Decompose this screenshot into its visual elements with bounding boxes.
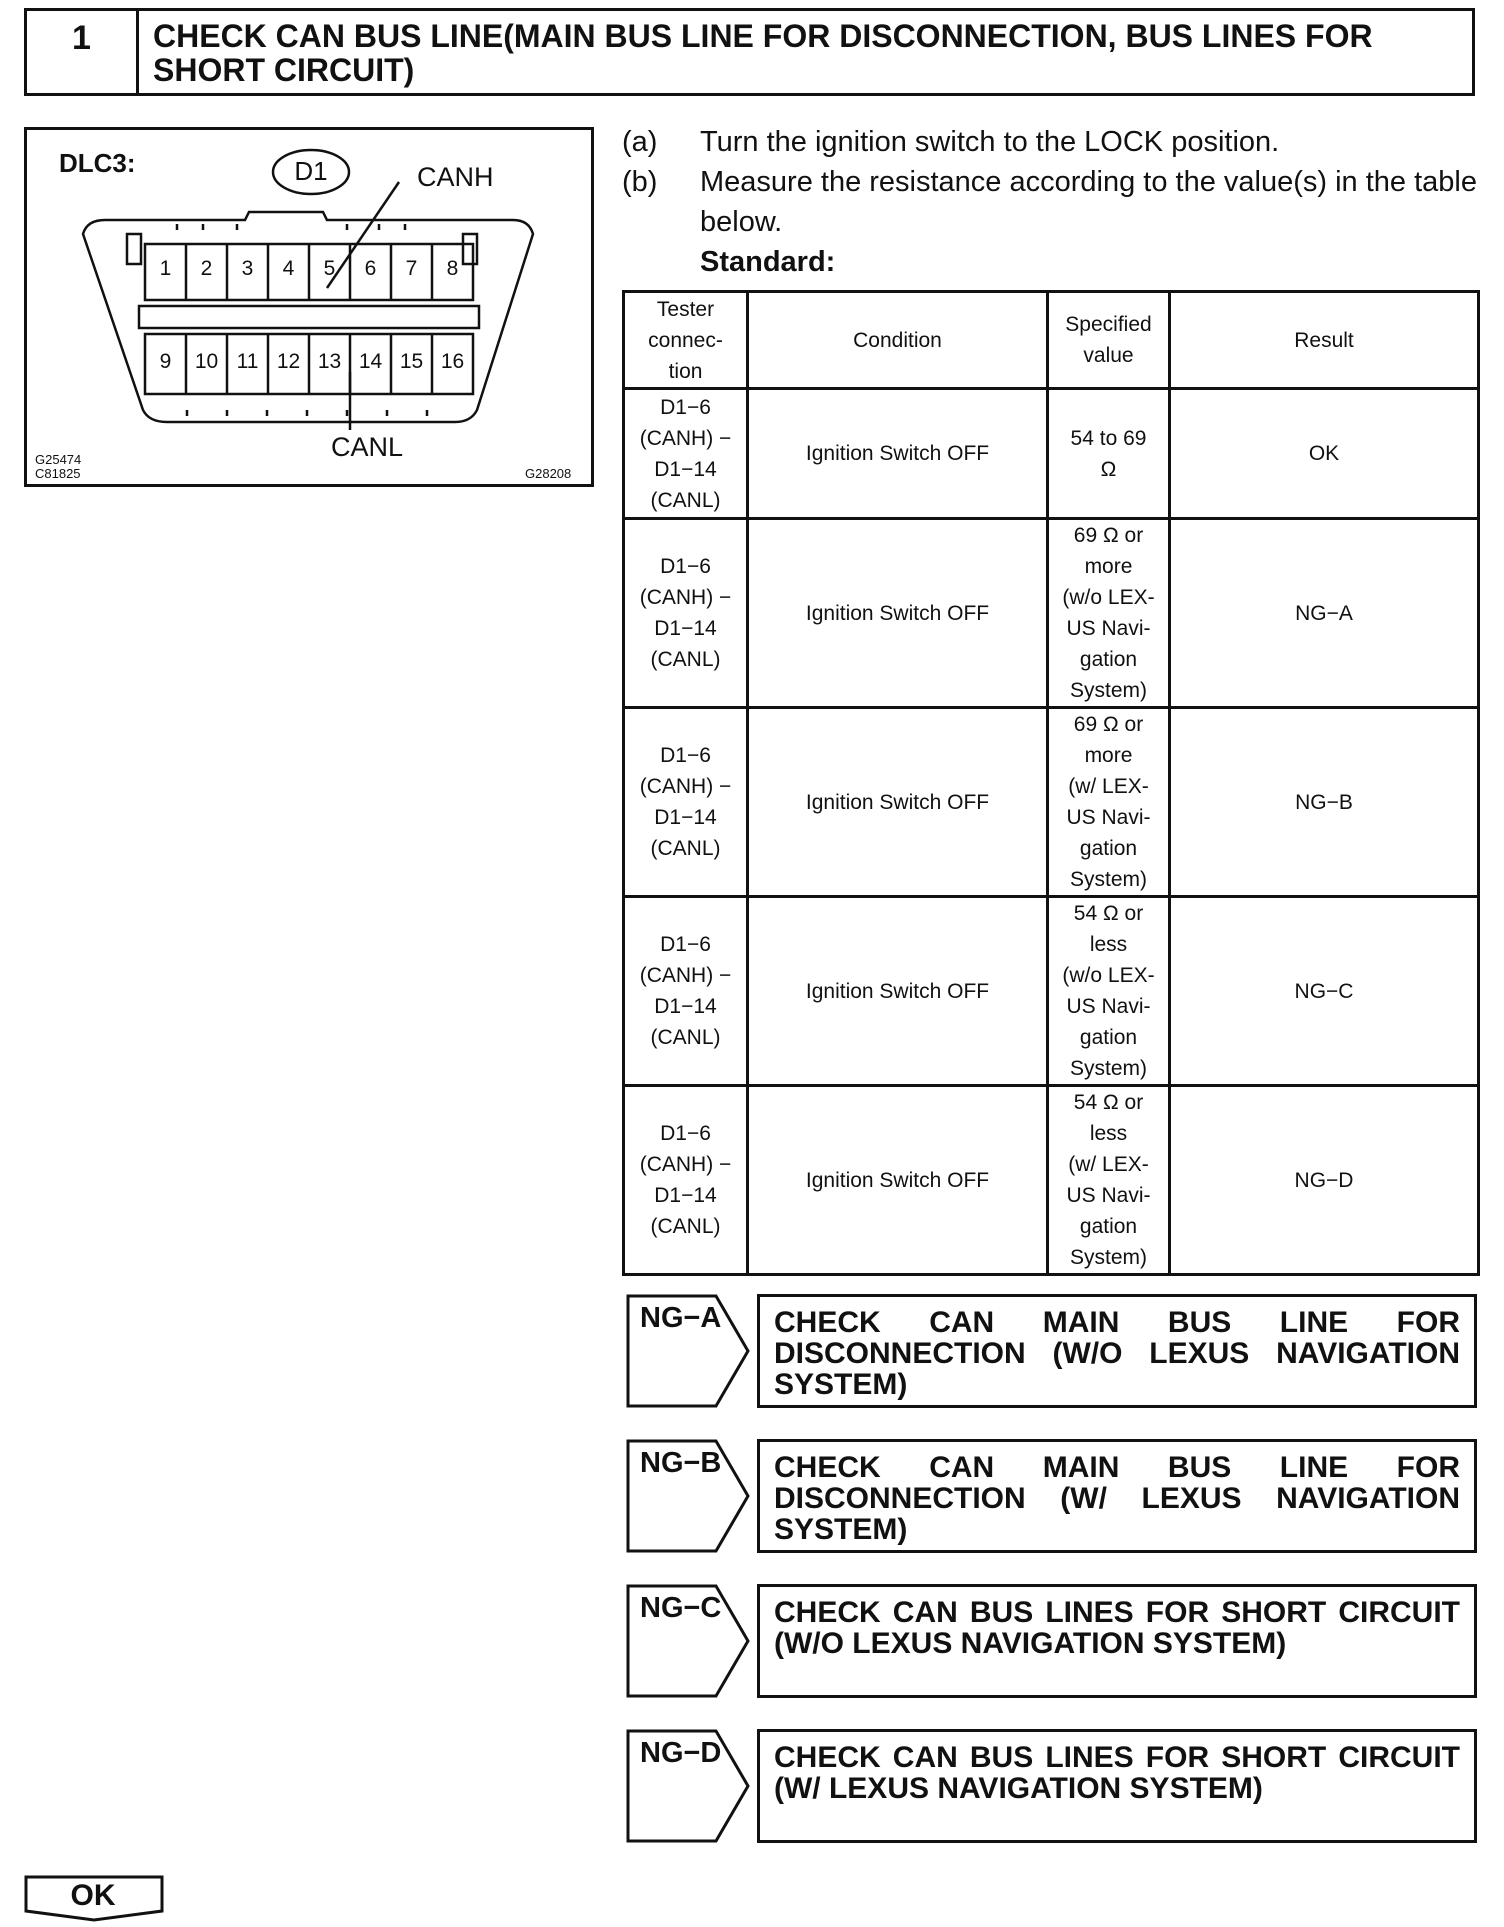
cell-value: 69 Ω or more (w/o LEX- US Navi- gation System) bbox=[1048, 519, 1170, 708]
cell-connection: D1−6 (CANH) − D1−14 (CANL) bbox=[624, 1086, 748, 1275]
cell-condition: Ignition Switch OFF bbox=[748, 897, 1048, 1086]
instruction-label: (a) bbox=[622, 126, 658, 158]
header-result: Result bbox=[1170, 292, 1479, 389]
ok-label: OK bbox=[70, 1879, 116, 1912]
canl-label: CANL bbox=[331, 432, 404, 462]
cell-condition: Ignition Switch OFF bbox=[748, 1086, 1048, 1275]
cell-connection: D1−6 (CANH) − D1−14 (CANL) bbox=[624, 389, 748, 519]
pin-label: 5 bbox=[323, 257, 336, 280]
table-row bbox=[624, 389, 1479, 519]
instruction-text: Turn the ignition switch to the LOCK position. bbox=[700, 126, 1280, 158]
outcome-code: NG−C bbox=[640, 1592, 722, 1624]
pin-label: 4 bbox=[282, 257, 295, 280]
connector-id-label: D1 bbox=[294, 156, 328, 186]
instruction-text: Measure the resistance according to the value(s) in the table below. bbox=[700, 166, 1477, 238]
outcome-ng-c bbox=[626, 1584, 1477, 1698]
cell-value: 69 Ω or more (w/ LEX- US Navi- gation System) bbox=[1048, 708, 1170, 897]
instruction-a bbox=[622, 122, 1477, 162]
cell-result: NG−B bbox=[1170, 708, 1479, 897]
figure-ref-code-1: G25474 bbox=[35, 452, 82, 467]
cell-condition: Ignition Switch OFF bbox=[748, 708, 1048, 897]
cell-value: 54 Ω or less (w/o LEX- US Navi- gation System) bbox=[1048, 897, 1170, 1086]
pin-label: 16 bbox=[440, 350, 465, 373]
instruction-label: (b) bbox=[622, 166, 658, 198]
header-tester-connection: Tester connec- tion bbox=[624, 292, 748, 389]
outcome-code: NG−A bbox=[640, 1302, 722, 1334]
header-condition: Condition bbox=[748, 292, 1048, 389]
outcome-ng-d bbox=[626, 1729, 1477, 1843]
pin-label: 2 bbox=[200, 257, 213, 280]
step-title: CHECK CAN BUS LINE(MAIN BUS LINE FOR DISCONNECTION, BUS LINES FOR SHORT CIRCUIT) bbox=[153, 18, 1373, 88]
pin-label: 9 bbox=[159, 350, 172, 373]
table-row bbox=[624, 897, 1479, 1086]
pin-label: 1 bbox=[159, 257, 172, 280]
instruction-b bbox=[622, 162, 1477, 242]
resistance-spec-table bbox=[622, 290, 1480, 1276]
outcome-text: CHECK CAN MAIN BUS LINE FOR DISCONNECTION (W/O LEXUS NAVIGATION SYSTEM) bbox=[757, 1294, 1477, 1408]
pin-label: 6 bbox=[364, 257, 377, 280]
figure-ref-code-2: C81825 bbox=[35, 466, 81, 481]
pin-label: 8 bbox=[446, 257, 459, 280]
cell-connection: D1−6 (CANH) − D1−14 (CANL) bbox=[624, 708, 748, 897]
cell-result: NG−A bbox=[1170, 519, 1479, 708]
standard-label: Standard: bbox=[700, 246, 836, 278]
outcome-text: CHECK CAN MAIN BUS LINE FOR DISCONNECTION (W/ LEXUS NAVIGATION SYSTEM) bbox=[757, 1439, 1477, 1553]
outcome-text: CHECK CAN BUS LINES FOR SHORT CIRCUIT (W/O LEXUS NAVIGATION SYSTEM) bbox=[757, 1584, 1477, 1698]
cell-value: 54 to 69 Ω bbox=[1048, 389, 1170, 519]
dlc3-label: DLC3: bbox=[59, 148, 136, 178]
table-row bbox=[624, 1086, 1479, 1275]
cell-result: NG−D bbox=[1170, 1086, 1479, 1275]
table-header-row bbox=[624, 292, 1479, 389]
outcome-ng-b bbox=[626, 1439, 1477, 1553]
cell-connection: D1−6 (CANH) − D1−14 (CANL) bbox=[624, 519, 748, 708]
header-specified-value: Specified value bbox=[1048, 292, 1170, 389]
ok-result-tab bbox=[24, 1875, 164, 1927]
canh-label: CANH bbox=[417, 162, 494, 192]
pin-label: 3 bbox=[241, 257, 254, 280]
table-row bbox=[624, 708, 1479, 897]
cell-connection: D1−6 (CANH) − D1−14 (CANL) bbox=[624, 897, 748, 1086]
cell-result: OK bbox=[1170, 389, 1479, 519]
cell-condition: Ignition Switch OFF bbox=[748, 389, 1048, 519]
outcome-code: NG−D bbox=[640, 1737, 722, 1769]
table-row bbox=[624, 519, 1479, 708]
pin-label: 13 bbox=[317, 350, 342, 373]
step-number: 1 bbox=[27, 11, 139, 93]
outcome-ng-a bbox=[626, 1294, 1477, 1408]
instructions bbox=[622, 122, 1477, 282]
pin-label: 11 bbox=[236, 350, 259, 373]
outcome-code: NG−B bbox=[640, 1447, 722, 1479]
figure-code: G28208 bbox=[525, 466, 572, 481]
cell-result: NG−C bbox=[1170, 897, 1479, 1086]
pin-label: 12 bbox=[276, 350, 301, 373]
dlc3-connector-figure bbox=[24, 127, 594, 487]
cell-condition: Ignition Switch OFF bbox=[748, 519, 1048, 708]
pin-label: 14 bbox=[358, 350, 383, 373]
pin-label: 7 bbox=[405, 257, 418, 280]
pin-label: 10 bbox=[194, 350, 219, 373]
cell-value: 54 Ω or less (w/ LEX- US Navi- gation System) bbox=[1048, 1086, 1170, 1275]
step-header bbox=[24, 8, 1475, 96]
outcome-text: CHECK CAN BUS LINES FOR SHORT CIRCUIT (W/ LEXUS NAVIGATION SYSTEM) bbox=[757, 1729, 1477, 1843]
pin-label: 15 bbox=[399, 350, 424, 373]
